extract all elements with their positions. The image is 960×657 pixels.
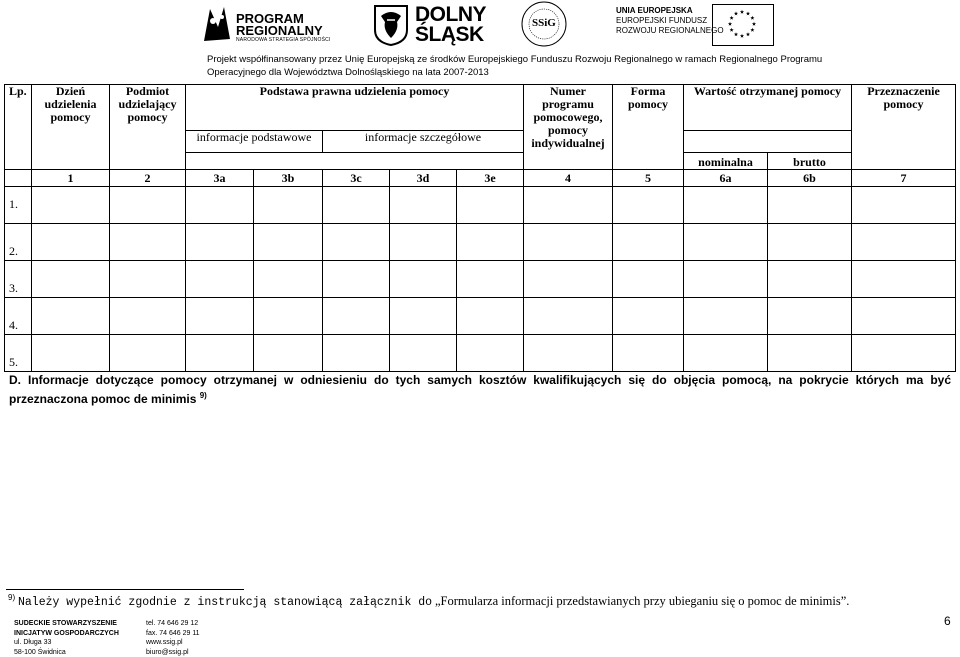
table-cell[interactable] (852, 261, 956, 298)
column-number: 3c (323, 170, 390, 187)
table-cell[interactable] (457, 224, 524, 261)
table-cell[interactable] (32, 224, 110, 261)
table-cell[interactable] (32, 335, 110, 372)
table-cell[interactable] (613, 335, 684, 372)
ssig-mark: SSiG (532, 17, 556, 29)
row-label: 5. (5, 335, 32, 372)
eu-star-icon (746, 32, 750, 36)
eu-star-icon (730, 28, 734, 32)
program-regionalny-emblem-icon (200, 3, 234, 45)
table-cell[interactable] (457, 187, 524, 224)
section-d-footnote-ref: 9) (200, 391, 207, 400)
footer-email[interactable]: biuro@ssig.pl (146, 648, 200, 657)
column-number: 7 (852, 170, 956, 187)
table-cell[interactable] (524, 335, 613, 372)
program-regionalny-logo (200, 3, 340, 45)
table-cell[interactable] (852, 187, 956, 224)
table-cell[interactable] (852, 224, 956, 261)
table-cell[interactable] (110, 261, 186, 298)
table-cell[interactable] (684, 187, 768, 224)
table-cell[interactable] (768, 187, 852, 224)
table-cell[interactable] (254, 224, 323, 261)
table-cell[interactable] (457, 335, 524, 372)
header-podstawa: Podstawa prawna udzielenia pomocy (186, 85, 524, 131)
footer-www[interactable]: www.ssig.pl (146, 638, 200, 648)
table-cell[interactable] (32, 187, 110, 224)
row-label: 2. (5, 224, 32, 261)
eu-stars-icon (713, 5, 771, 43)
eu-star-icon (740, 34, 744, 38)
footnote-text-serif: „Formularza informacji przedstawianych przy ubieganiu się o pomoc de minimis”. (435, 594, 849, 608)
table-cell[interactable] (684, 224, 768, 261)
footer-org-line1: SUDECKIE STOWARZYSZENIE (14, 620, 117, 627)
table-cell[interactable] (110, 187, 186, 224)
table-cell[interactable] (323, 335, 390, 372)
table-cell[interactable] (390, 261, 457, 298)
cofinancing-line1: Projekt współfinansowany przez Unię Europejską ze środków Europejskiego Funduszu Rozwoju Regionalnego w ramach Regionalnego Programu (207, 53, 822, 66)
header-informacje-szczegolowe: informacje szczegółowe (323, 131, 524, 153)
table-cell[interactable] (524, 298, 613, 335)
table-cell[interactable] (457, 298, 524, 335)
table-cell[interactable] (186, 298, 254, 335)
ue-line1: UNIA EUROPEJSKA (616, 6, 693, 15)
column-number: 4 (524, 170, 613, 187)
eu-star-icon (734, 11, 738, 15)
table-row (5, 298, 956, 335)
cofinancing-note (207, 53, 822, 79)
table-cell[interactable] (323, 261, 390, 298)
table-cell[interactable] (186, 335, 254, 372)
header-nominalna: nominalna (684, 153, 768, 170)
table-cell[interactable] (684, 261, 768, 298)
table-cell[interactable] (323, 298, 390, 335)
table-cell[interactable] (390, 335, 457, 372)
dolny-slask-line1: DOLNY (415, 5, 486, 25)
footer-org-line3: ul. Długa 33 (14, 638, 119, 648)
table-cell[interactable] (390, 187, 457, 224)
table-cell[interactable] (254, 298, 323, 335)
aid-table (4, 84, 956, 372)
table-cell[interactable] (110, 224, 186, 261)
eagle-crest-icon (373, 4, 409, 46)
eu-logo (590, 4, 772, 44)
table-cell[interactable] (254, 335, 323, 372)
footer-organization (14, 619, 119, 657)
header-dzien: Dzień udzielenia pomocy (32, 85, 110, 170)
table-cell[interactable] (768, 224, 852, 261)
table-cell[interactable] (186, 261, 254, 298)
column-numbers-row (5, 170, 956, 187)
table-cell[interactable] (613, 224, 684, 261)
table-cell[interactable] (613, 261, 684, 298)
page-number: 6 (944, 614, 951, 628)
eu-star-icon (728, 22, 732, 26)
column-number: 2 (110, 170, 186, 187)
column-number: 5 (613, 170, 684, 187)
header-wartosc-spacer (684, 131, 852, 153)
dolny-slask-line2: ŚLĄSK (415, 25, 486, 45)
table-cell[interactable] (323, 187, 390, 224)
column-number: 3e (457, 170, 524, 187)
header-wartosc: Wartość otrzymanej pomocy (684, 85, 852, 131)
table-cell[interactable] (524, 187, 613, 224)
table-cell[interactable] (390, 224, 457, 261)
footnote (8, 593, 849, 609)
column-number: 6b (768, 170, 852, 187)
footer-fax: fax. 74 646 29 11 (146, 629, 200, 639)
table-row (5, 224, 956, 261)
footer-org-line2: INICJATYW GOSPODARCZYCH (14, 630, 119, 637)
table-cell[interactable] (852, 298, 956, 335)
table-cell[interactable] (32, 298, 110, 335)
ssig-logo (520, 0, 568, 48)
column-number: 3b (254, 170, 323, 187)
table-cell[interactable] (323, 224, 390, 261)
header-logos (0, 0, 960, 52)
column-number: 1 (32, 170, 110, 187)
table-cell[interactable] (390, 298, 457, 335)
table-cell[interactable] (852, 335, 956, 372)
header-podstawa-spacer (186, 153, 524, 170)
column-number: 3d (390, 170, 457, 187)
column-number: 6a (684, 170, 768, 187)
header-lp: Lp. (5, 85, 32, 170)
header-przeznaczenie: Przeznaczenie pomocy (852, 85, 956, 170)
ue-line3: ROZWOJU REGIONALNEGO (616, 26, 724, 36)
eu-star-icon (740, 10, 744, 14)
header-forma: Forma pomocy (613, 85, 684, 170)
table-row (5, 261, 956, 298)
footer-org-line4: 58-100 Świdnica (14, 648, 119, 657)
eu-star-icon (746, 11, 750, 15)
eu-star-icon (750, 16, 754, 20)
section-d-heading (9, 372, 951, 407)
table-cell[interactable] (32, 261, 110, 298)
table-cell[interactable] (684, 335, 768, 372)
cofinancing-line2: Operacyjnego dla Województwa Dolnośląskiego na lata 2007-2013 (207, 66, 822, 79)
table-cell[interactable] (768, 261, 852, 298)
table-cell[interactable] (186, 187, 254, 224)
section-d-text: D. Informacje dotyczące pomocy otrzymanej w odniesieniu do tych samych kosztów kwalifikujących się do objęcia pomocą, na pokrycie których ma być przeznaczona pomoc de minimis (9, 373, 951, 406)
program-logo-line1: PROGRAM (236, 13, 323, 25)
table-cell[interactable] (254, 261, 323, 298)
column-number-empty (5, 170, 32, 187)
table-cell[interactable] (254, 187, 323, 224)
ue-line2: EUROPEJSKI FUNDUSZ (616, 16, 724, 26)
row-label: 4. (5, 298, 32, 335)
row-label: 1. (5, 187, 32, 224)
dolny-slask-logo (373, 4, 497, 46)
table-cell[interactable] (186, 224, 254, 261)
eu-star-icon (752, 22, 756, 26)
footnote-ref: 9) (8, 593, 15, 602)
header-informacje-podstawowe: informacje podstawowe (186, 131, 323, 153)
table-cell[interactable] (768, 298, 852, 335)
eu-star-icon (734, 32, 738, 36)
table-row (5, 335, 956, 372)
footnote-rule (6, 589, 244, 590)
footer-tel: tel. 74 646 29 12 (146, 619, 200, 629)
table-cell[interactable] (524, 261, 613, 298)
footnote-text-mono: Należy wypełnić zgodnie z instrukcją stanowiącą załącznik do (18, 596, 432, 609)
header-numer: Numer programu pomocowego, pomocy indywidualnej (524, 85, 613, 170)
table-row (5, 187, 956, 224)
row-label: 3. (5, 261, 32, 298)
footer-contacts (146, 619, 200, 657)
eu-star-icon (750, 28, 754, 32)
table-cell[interactable] (768, 335, 852, 372)
table-cell[interactable] (110, 298, 186, 335)
program-logo-line2: REGIONALNY (236, 25, 323, 37)
eu-flag (712, 4, 774, 46)
header-brutto: brutto (768, 153, 852, 170)
column-number: 3a (186, 170, 254, 187)
header-podmiot: Podmiot udzielający pomocy (110, 85, 186, 170)
table-cell[interactable] (613, 298, 684, 335)
table-cell[interactable] (110, 335, 186, 372)
table-cell[interactable] (613, 187, 684, 224)
eu-star-icon (730, 16, 734, 20)
table-cell[interactable] (684, 298, 768, 335)
program-logo-subtitle: NARODOWA STRATEGIA SPÓJNOŚCI (236, 37, 331, 43)
table-cell[interactable] (457, 261, 524, 298)
table-cell[interactable] (524, 224, 613, 261)
